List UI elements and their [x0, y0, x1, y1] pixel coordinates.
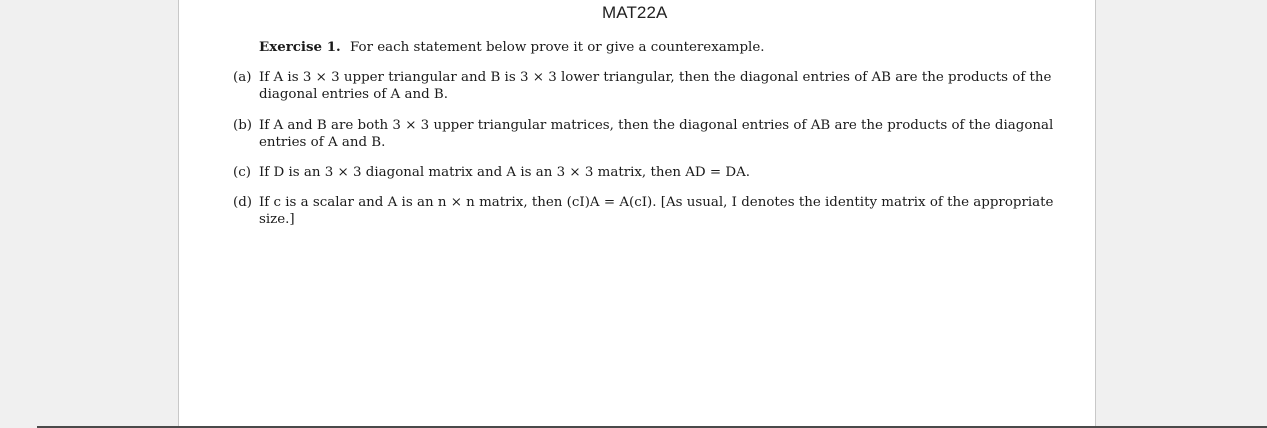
item-label: (d)	[233, 195, 253, 210]
exercise-heading: Exercise 1.	[259, 39, 341, 55]
item-text	[259, 117, 1055, 151]
item-text-line: entries of A and B.	[259, 135, 386, 150]
item-text-line: If c is a scalar and A is an n × n matrix, then (cI)A = A(cI). [As usual, I denotes the identity matrix of the appropriate	[259, 195, 1054, 210]
item-label: (b)	[233, 118, 253, 133]
item-text-line: size.]	[259, 212, 295, 227]
item-text-line: If A and B are both 3 × 3 upper triangular matrices, then the diagonal entries of AB are the products of the diagonal	[259, 118, 1054, 133]
page-title: MAT22A	[602, 3, 668, 22]
item-text	[259, 194, 1055, 228]
item-label: (a)	[233, 70, 252, 85]
exercise-intro: For each statement below prove it or give a counterexample.	[349, 40, 765, 55]
document-page	[178, 0, 1096, 428]
item-text-line: diagonal entries of A and B.	[259, 87, 449, 102]
item-label: (c)	[233, 165, 251, 180]
item-text	[259, 164, 1055, 181]
exercise-statement	[259, 39, 765, 56]
item-text	[259, 69, 1055, 103]
item-text-line: If A is 3 × 3 upper triangular and B is 3 × 3 lower triangular, then the diagonal entries of AB are the products of the	[259, 70, 1052, 85]
item-text-line: If D is an 3 × 3 diagonal matrix and A is an 3 × 3 matrix, then AD = DA.	[259, 165, 751, 180]
